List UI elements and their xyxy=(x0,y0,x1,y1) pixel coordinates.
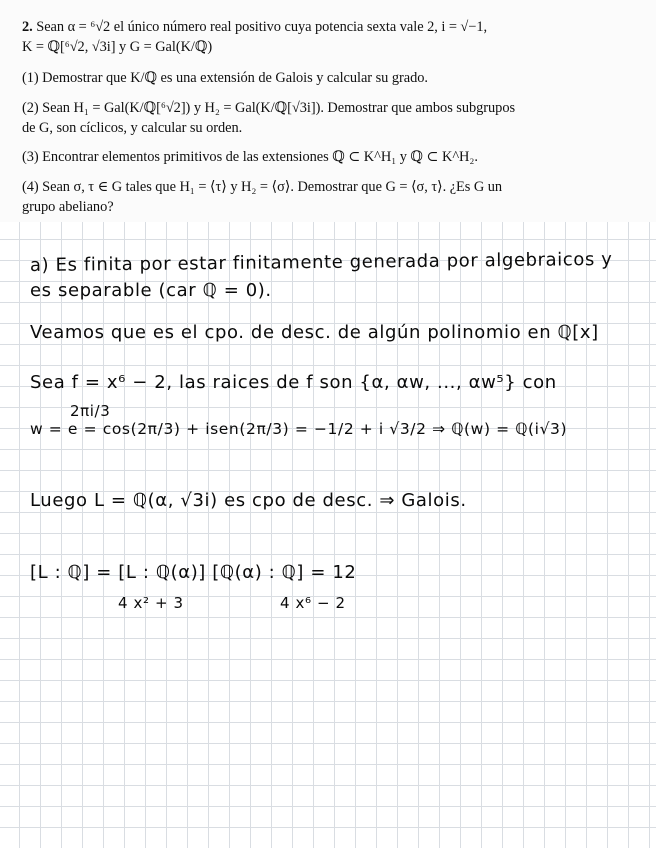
part-1: (1) Demostrar que K/ℚ es una extensión de Galois y calcular su grado. xyxy=(22,70,428,86)
part-2-line-1: (2) Sean H₁ = Gal(K/ℚ[⁶√2]) y H₂ = Gal(K/ℚ[√3i]). Demostrar que ambos subgrupos xyxy=(22,100,516,116)
handwritten-line-2: es separable (car ℚ = 0). xyxy=(30,280,272,301)
printed-problem-statement xyxy=(0,0,656,222)
handwritten-line-6: Luego L = ℚ(α, √3i) es cpo de desc. ⇒ Galois. xyxy=(30,490,467,511)
part-3: (3) Encontrar elementos primitivos de las extensiones ℚ ⊂ K^H₁ y ℚ ⊂ K^H₂. xyxy=(22,149,478,165)
part-2-line-2: de G, son cíclicos, y calcular su orden. xyxy=(22,120,243,136)
handwritten-line-1: a) Es finita por estar finitamente generada por algebraicos y xyxy=(29,248,613,276)
handwritten-exponent: 2πi/3 xyxy=(70,402,111,420)
part-4-line-2: grupo abeliano? xyxy=(22,199,114,215)
problem-number: 2. xyxy=(22,19,33,35)
handwritten-line-5: w = e = cos(2π/3) + isen(2π/3) = −1/2 + i √3/2 ⇒ ℚ(w) = ℚ(i√3) xyxy=(30,420,568,438)
handwritten-degree-2: 4 x⁶ − 2 xyxy=(280,594,346,612)
problem-line-1 xyxy=(22,18,487,36)
handwritten-line-4: Sea f = x⁶ − 2, las raices de f son {α, αw, ..., αw⁵} con xyxy=(30,372,557,393)
part-4-line-1: (4) Sean σ, τ ∈ G tales que H₁ = ⟨τ⟩ y H₂ = ⟨σ⟩. Demostrar que G = ⟨σ, τ⟩. ¿Es G un xyxy=(22,179,503,195)
handwritten-degree-1: 4 x² + 3 xyxy=(118,594,184,612)
problem-line-2: K = ℚ[⁶√2, √3i] y G = Gal(K/ℚ) xyxy=(22,39,213,55)
problem-intro: Sean α = ⁶√2 el único número real positivo cuya potencia sexta vale 2, i = √−1, xyxy=(36,19,488,35)
grid-paper xyxy=(0,222,656,848)
handwritten-line-3: Veamos que es el cpo. de desc. de algún polinomio en ℚ[x] xyxy=(30,322,599,343)
handwritten-line-7: [L : ℚ] = [L : ℚ(α)] [ℚ(α) : ℚ] = 12 xyxy=(30,562,357,583)
